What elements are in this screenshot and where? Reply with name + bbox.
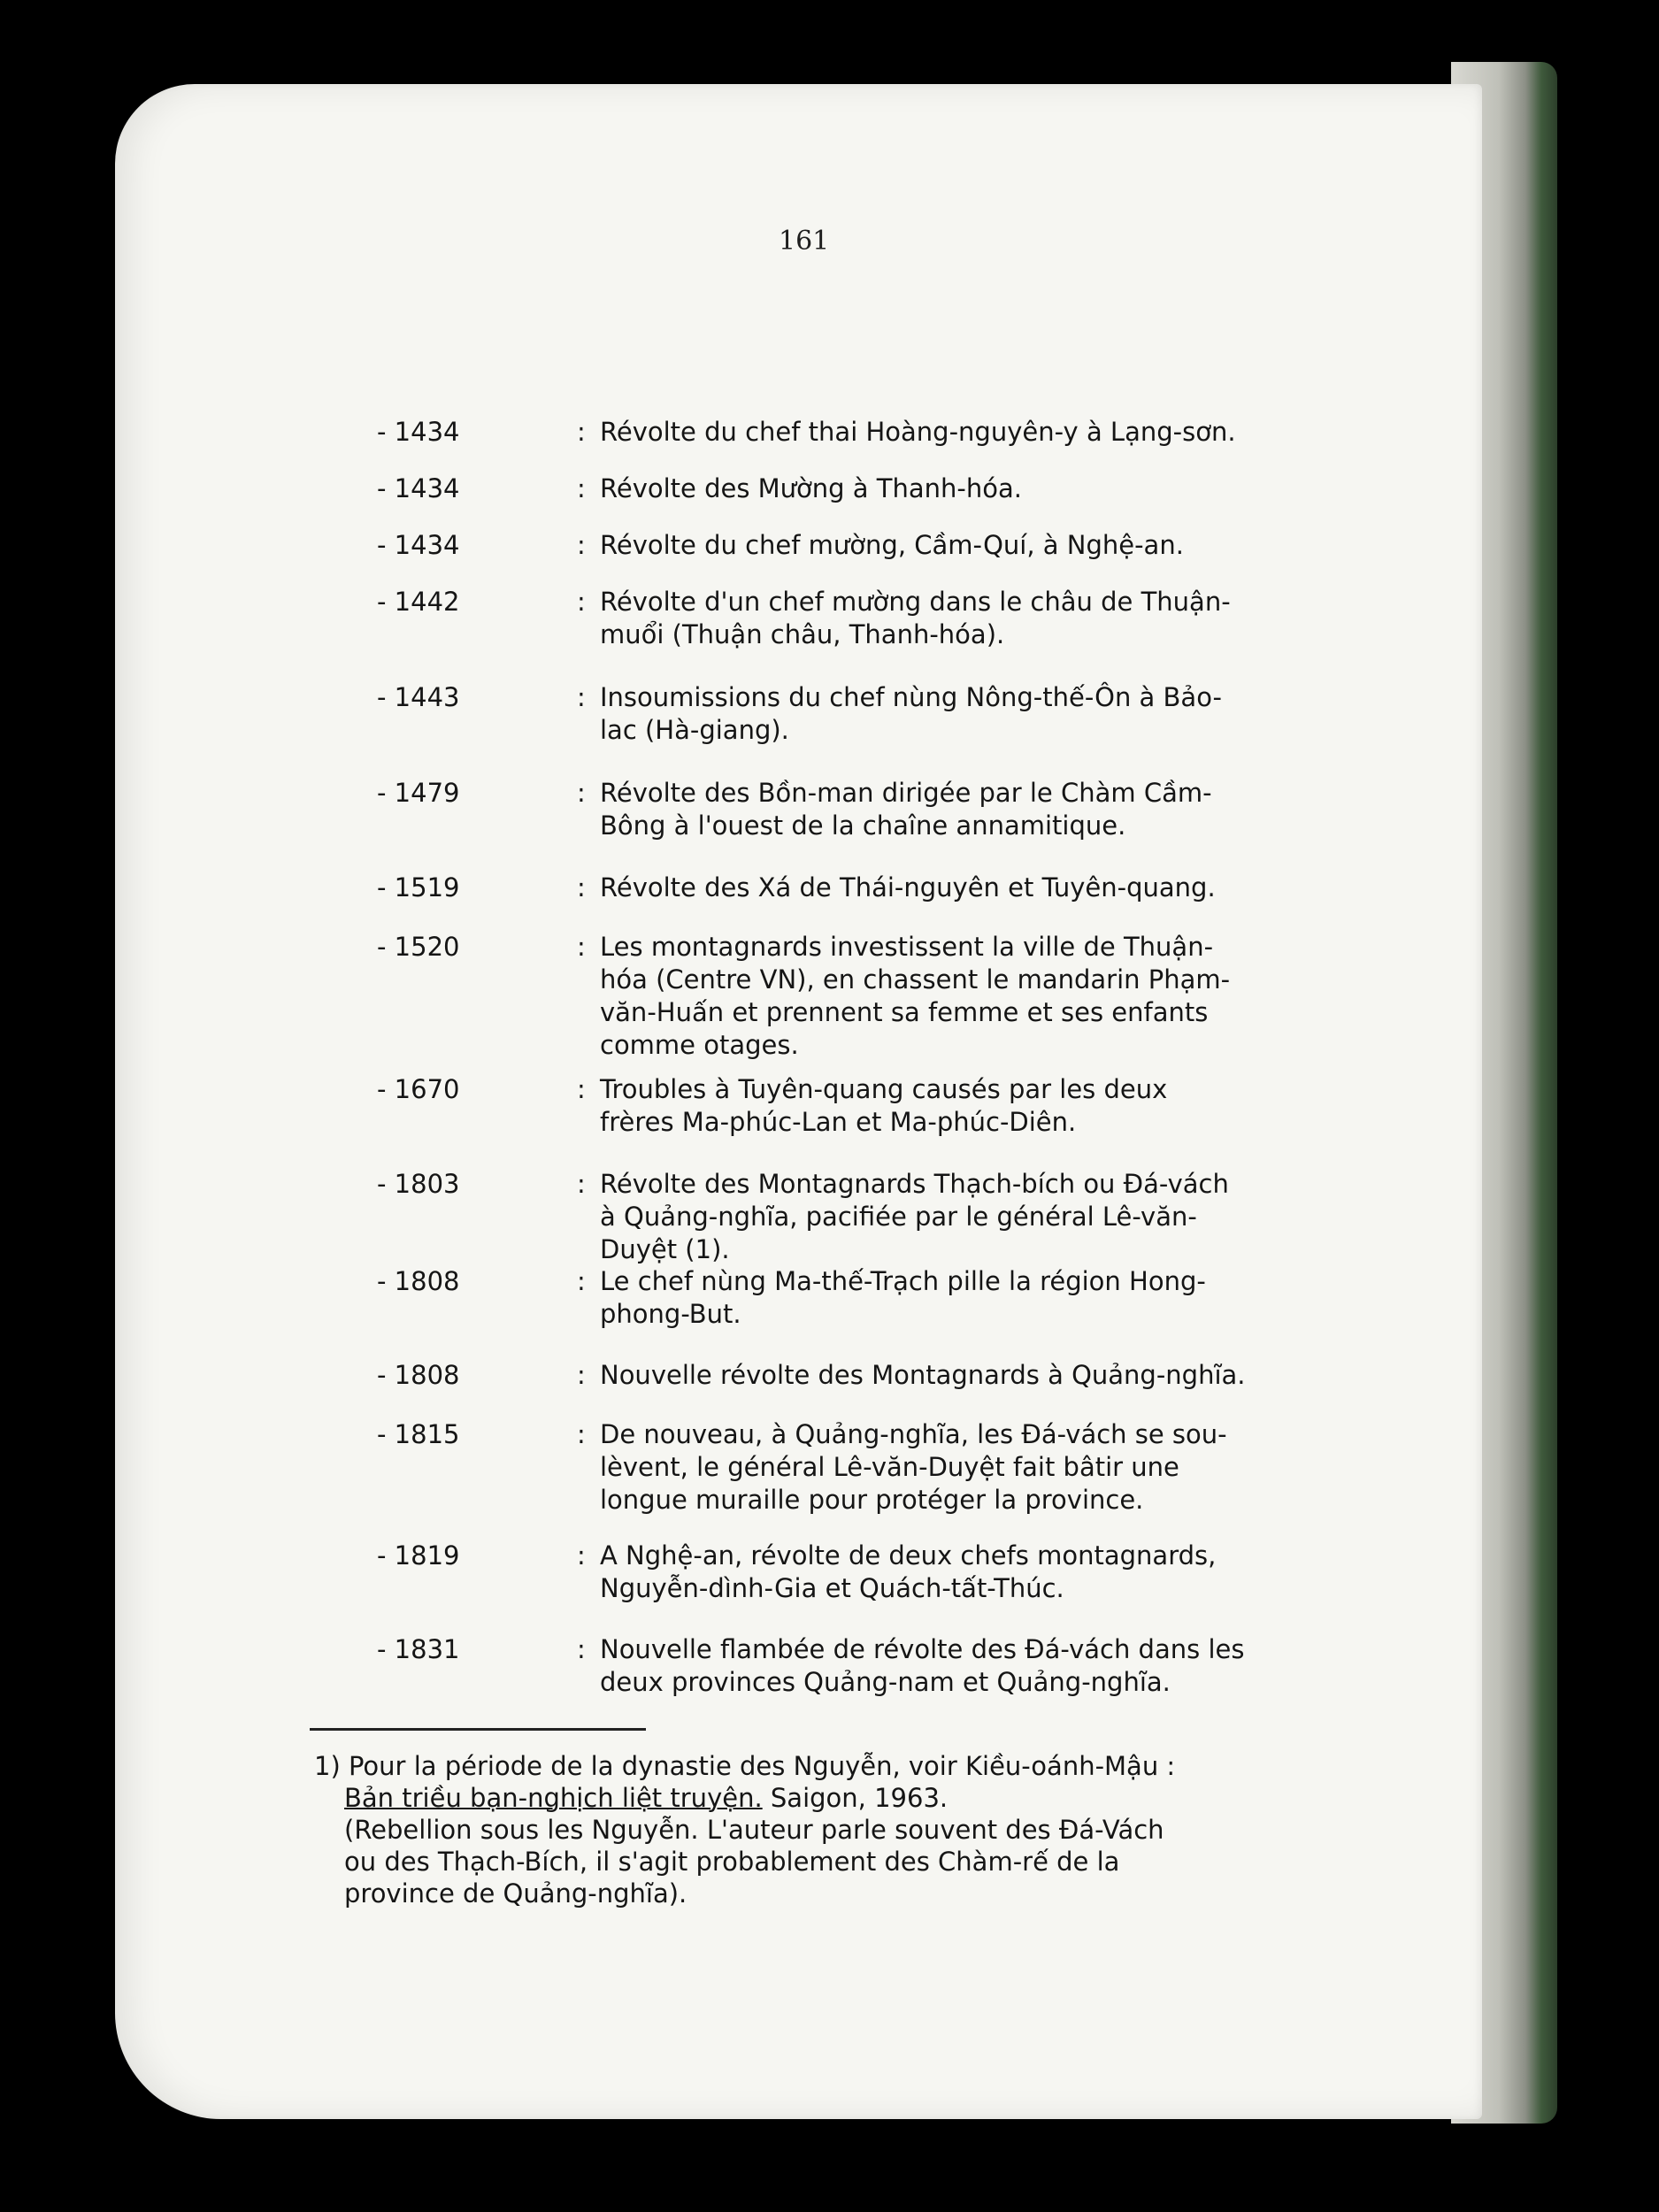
entry-separator: : — [577, 1169, 586, 1199]
entry-separator: : — [577, 932, 586, 962]
entry-separator: : — [577, 1074, 586, 1104]
entry-year: - 1803 — [377, 1169, 460, 1199]
chronology-entry — [354, 586, 1363, 651]
entry-separator: : — [577, 872, 586, 902]
entry-description — [600, 1359, 1363, 1392]
entry-year: - 1442 — [377, 587, 460, 617]
entry-year: - 1519 — [377, 872, 460, 902]
entry-line: Les montagnards investissent la ville de Thuận- — [600, 932, 1214, 962]
entry-description — [600, 1073, 1363, 1139]
page-number: 161 — [779, 226, 830, 257]
entry-line: muổi (Thuận châu, Thanh-hóa). — [600, 619, 1005, 649]
entry-separator: : — [577, 682, 586, 712]
entry-line: Révolte du chef mường, Cầm-Quí, à Nghệ-an. — [600, 530, 1184, 560]
entry-line: hóa (Centre VN), en chassent le mandarin Phạm- — [600, 964, 1231, 995]
entry-line: Duyệt (1). — [600, 1234, 730, 1264]
entry-year: - 1434 — [377, 417, 460, 447]
entry-line: Révolte des Mường à Thanh-hóa. — [600, 473, 1022, 503]
entry-line: A Nghệ-an, révolte de deux chefs montagnards, — [600, 1540, 1217, 1571]
footnote-divider — [310, 1728, 646, 1731]
footnote-line: ou des Thạch-Bích, il s'agit probablement des Chàm-rế de la — [344, 1847, 1120, 1877]
entry-description — [600, 872, 1363, 904]
entry-description — [600, 1540, 1363, 1605]
entry-line: à Quảng-nghĩa, pacifiée par le général Lê-văn- — [600, 1202, 1197, 1232]
chronology-entry — [354, 681, 1363, 747]
chronology-entry — [354, 1418, 1363, 1517]
entry-line: lac (Hà-giang). — [600, 715, 789, 745]
entry-year: - 1670 — [377, 1074, 460, 1104]
entry-line: Révolte des Xá de Thái-nguyên et Tuyên-quang. — [600, 872, 1216, 902]
entry-line: Insoumissions du chef nùng Nông-thế-Ôn à Bảo- — [600, 682, 1222, 712]
entry-year: - 1443 — [377, 682, 460, 712]
chronology-entry — [354, 1073, 1363, 1139]
footnote-line: (Rebellion sous les Nguyễn. L'auteur parle souvent des Đá-Vách — [344, 1815, 1164, 1845]
entry-description — [600, 1168, 1363, 1266]
footnote-line — [314, 1782, 1376, 1814]
chronology-entry — [354, 1168, 1363, 1266]
entry-line: Révolte des Bồn-man dirigée par le Chàm Cầm- — [600, 778, 1212, 808]
entry-separator: : — [577, 530, 586, 560]
entry-line: phong-But. — [600, 1299, 741, 1329]
entry-year: - 1434 — [377, 473, 460, 503]
entry-separator: : — [577, 1360, 586, 1390]
entry-line: comme otages. — [600, 1030, 799, 1060]
entry-year: - 1479 — [377, 778, 460, 808]
footnote — [314, 1750, 1376, 1909]
chronology-entry — [354, 931, 1363, 1062]
chronology-entry — [354, 1265, 1363, 1331]
entry-line: Bông à l'ouest de la chaîne annamitique. — [600, 810, 1126, 841]
entry-separator: : — [577, 1540, 586, 1571]
entry-line: Nouvelle révolte des Montagnards à Quảng-nghĩa. — [600, 1360, 1246, 1390]
chronology-entry — [354, 777, 1363, 842]
footnote-line: province de Quảng-nghĩa). — [344, 1878, 687, 1909]
entry-description — [600, 529, 1363, 562]
chronology-entry — [354, 1540, 1363, 1605]
entry-description — [600, 931, 1363, 1062]
entry-line: longue muraille pour protéger la province. — [600, 1485, 1144, 1515]
entry-line: Nguyễn-dình-Gia et Quách-tất-Thúc. — [600, 1573, 1064, 1603]
entry-year: - 1815 — [377, 1419, 460, 1449]
entry-year: - 1819 — [377, 1540, 460, 1571]
entry-year: - 1808 — [377, 1360, 460, 1390]
footnote-line: 1) Pour la période de la dynastie des Nguyễn, voir Kiều-oánh-Mậu : — [314, 1751, 1176, 1781]
entry-separator: : — [577, 1634, 586, 1664]
entry-line: Nouvelle flambée de révolte des Đá-vách dans les — [600, 1634, 1245, 1664]
entry-separator: : — [577, 778, 586, 808]
entry-line: Révolte du chef thai Hoàng-nguyên-y à Lạng-sơn. — [600, 417, 1236, 447]
entry-description — [600, 1633, 1363, 1699]
entry-separator: : — [577, 587, 586, 617]
entry-separator: : — [577, 1419, 586, 1449]
entry-description — [600, 777, 1363, 842]
entry-separator: : — [577, 1266, 586, 1296]
entry-year: - 1520 — [377, 932, 460, 962]
entry-line: Le chef nùng Ma-thế-Trạch pille la région Hong- — [600, 1266, 1206, 1296]
entry-line: deux provinces Quảng-nam et Quảng-nghĩa. — [600, 1667, 1171, 1697]
footnote-line-rest: Saigon, 1963. — [762, 1783, 949, 1813]
entry-description — [600, 416, 1363, 449]
entry-separator: : — [577, 417, 586, 447]
chronology-entry — [354, 529, 1363, 562]
chronology-entry — [354, 472, 1363, 505]
entry-description — [600, 586, 1363, 651]
entry-description — [600, 472, 1363, 505]
footnote-book-title: Bản triều bạn-nghịch liệt truyện. — [344, 1783, 763, 1813]
chronology-entry — [354, 872, 1363, 904]
entry-line: văn-Huấn et prennent sa femme et ses enfants — [600, 997, 1209, 1027]
entry-line: lèvent, le général Lê-văn-Duyệt fait bâtir une — [600, 1452, 1179, 1482]
entry-description — [600, 681, 1363, 747]
entry-line: Troubles à Tuyên-quang causés par les deux — [600, 1074, 1168, 1104]
entry-line: Révolte d'un chef mường dans le châu de Thuận- — [600, 587, 1231, 617]
entry-description — [600, 1265, 1363, 1331]
entry-line: frères Ma-phúc-Lan et Ma-phúc-Diên. — [600, 1107, 1077, 1137]
chronology-entry — [354, 1633, 1363, 1699]
entry-year: - 1808 — [377, 1266, 460, 1296]
chronology-entry — [354, 1359, 1363, 1392]
entry-line: De nouveau, à Quảng-nghĩa, les Đá-vách se sou- — [600, 1419, 1227, 1449]
chronology-entry — [354, 416, 1363, 449]
entry-description — [600, 1418, 1363, 1517]
entry-year: - 1434 — [377, 530, 460, 560]
entry-line: Révolte des Montagnards Thạch-bích ou Đá-vách — [600, 1169, 1229, 1199]
entry-separator: : — [577, 473, 586, 503]
entry-year: - 1831 — [377, 1634, 460, 1664]
